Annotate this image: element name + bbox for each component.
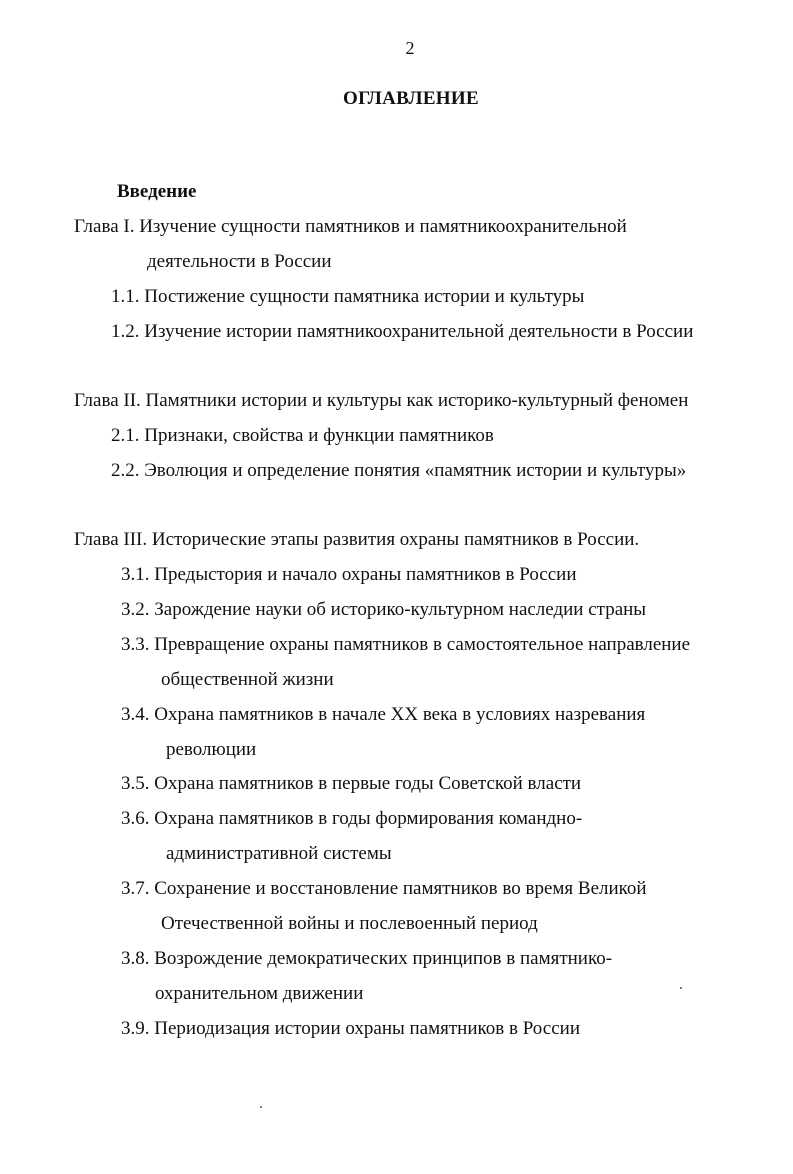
section-1-1: 1.1. Постижение сущности памятника истории и культуры <box>111 286 585 307</box>
chapter-1-heading: Глава I. Изучение сущности памятников и памятникоохранительной <box>74 216 627 237</box>
section-3-4-continued: революции <box>166 739 257 760</box>
page-title: ОГЛАВЛЕНИЕ <box>343 88 479 109</box>
section-2-2: 2.2. Эволюция и определение понятия «памятник истории и культуры» <box>111 460 687 481</box>
scan-speck <box>260 1106 262 1108</box>
section-3-9: 3.9. Периодизация истории охраны памятников в России <box>121 1018 580 1039</box>
section-3-8-continued: охранительном движении <box>155 983 364 1004</box>
section-3-7-continued: Отечественной войны и послевоенный период <box>161 913 538 934</box>
section-3-8: 3.8. Возрождение демократических принципов в памятнико- <box>121 948 613 969</box>
section-3-6-continued: административной системы <box>166 843 392 864</box>
section-3-7: 3.7. Сохранение и восстановление памятников во время Великой <box>121 878 647 899</box>
section-1-2: 1.2. Изучение истории памятникоохранительной деятельности в России <box>111 321 694 342</box>
section-2-1: 2.1. Признаки, свойства и функции памятников <box>111 425 494 446</box>
section-3-6: 3.6. Охрана памятников в годы формирования командно- <box>121 808 583 829</box>
section-3-5: 3.5. Охрана памятников в первые годы Советской власти <box>121 773 582 794</box>
chapter-3-heading: Глава III. Исторические этапы развития охраны памятников в России. <box>74 529 640 550</box>
page-number: 2 <box>405 38 415 58</box>
section-3-1: 3.1. Предыстория и начало охраны памятников в России <box>121 564 577 585</box>
section-3-3-continued: общественной жизни <box>161 669 334 690</box>
section-3-3: 3.3. Превращение охраны памятников в самостоятельное направление <box>121 634 691 655</box>
scan-speck <box>680 987 682 989</box>
chapter-1-heading-continued: деятельности в России <box>147 251 332 272</box>
section-3-2: 3.2. Зарождение науки об историко-культурном наследии страны <box>121 599 647 620</box>
section-3-4: 3.4. Охрана памятников в начале XX века в условиях назревания <box>121 704 646 725</box>
chapter-2-heading: Глава II. Памятники истории и культуры как историко-культурный феномен <box>74 390 689 411</box>
toc-introduction: Введение <box>117 181 197 202</box>
